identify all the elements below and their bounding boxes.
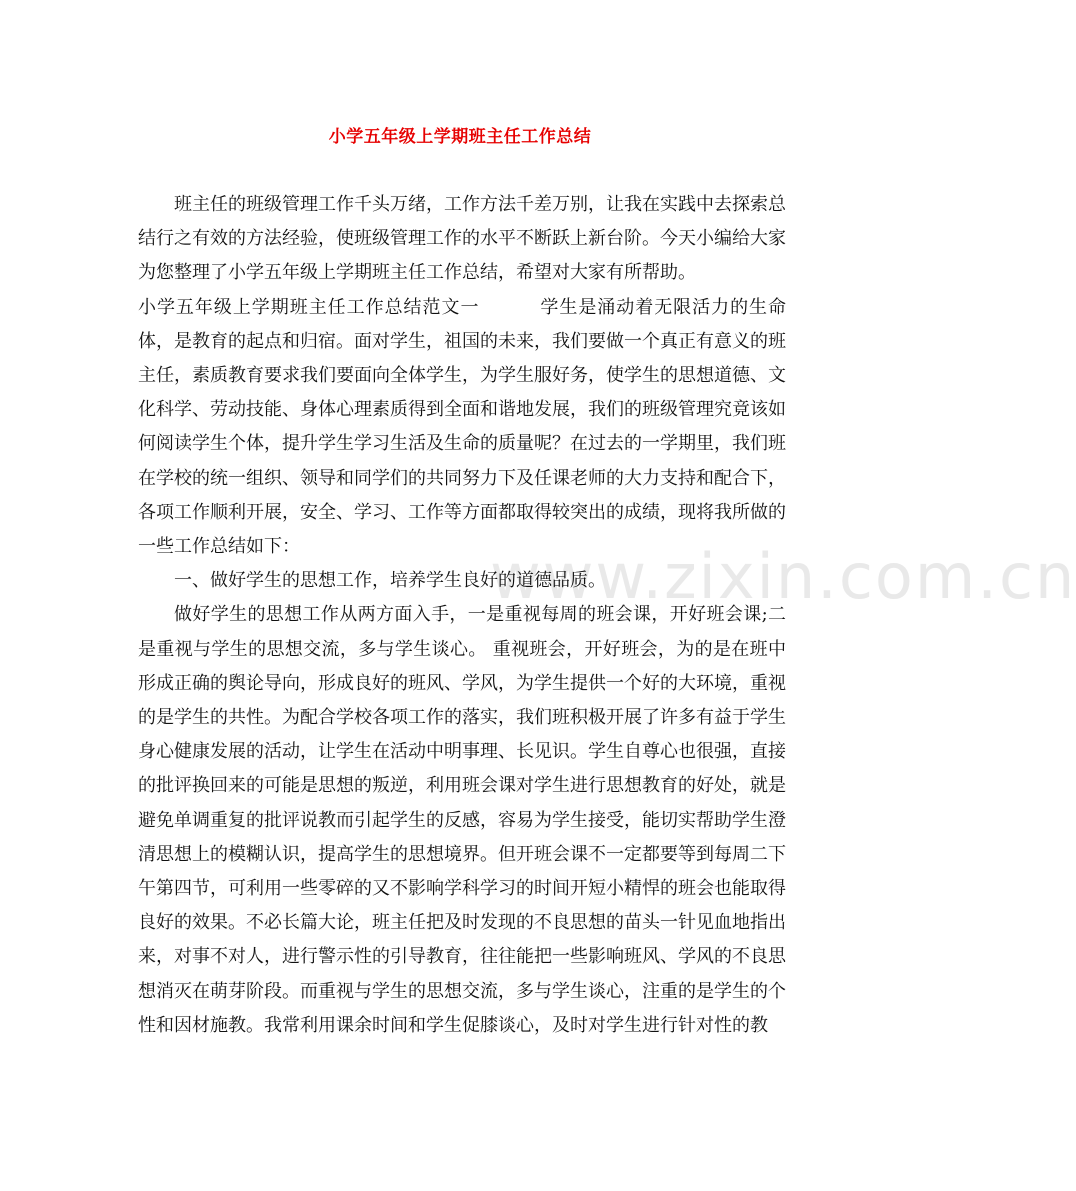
section-paragraph (138, 291, 786, 565)
paragraph-1: 做好学生的思想工作从两方面入手，一是重视每周的班会课，开好班会课;二是重视与学生的思想交流，多与学生谈心。 重视班会，开好班会，为的是在班中形成正确的舆论导向，形成良好的班风、学风，为学生提供一个好的大环境，重视的是学生的共性。为配合学校各项工作的落实，我们班积极开展了许多有益于学生身心健康发展的活动，让学生在活动中明事理、长见识。学生自尊心也很强，直接的批评换回来的可能是思想的叛逆，利用班会课对学生进行思想教育的好处，就是避免单调重复的批评说教而引起学生的反感，容易为学生接受，能切实帮助学生澄清思想上的模糊认识，提高学生的思想境界。但开班会课不一定都要等到每周二下午第四节，可利用一些零碎的又不影响学科学习的时间开短小精悍的班会也能取得良好的效果。不必长篇大论，班主任把及时发现的不良思想的苗头一针见血地指出来，对事不对人，进行警示性的引导教育，往往能把一些影响班风、学风的不良思想消灭在萌芽阶段。而重视与学生的思想交流，多与学生谈心，注重的是学生的个性和因材施教。我常利用课余时间和学生促膝谈心，及时对学生进行针对性的教 (138, 604, 786, 1036)
intro-paragraph: 班主任的班级管理工作千头万绪，工作方法千差万别，让我在实践中去探索总结行之有效的方法经验，使班级管理工作的水平不断跃上新台阶。今天小编给大家为您整理了小学五年级上学期班主任工作总结，希望对大家有所帮助。 (138, 194, 786, 284)
document-body (138, 188, 786, 1043)
document-title: 小学五年级上学期班主任工作总结 (328, 127, 592, 147)
section-text: 学生是涌动着无限活力的生命体，是教育的起点和归宿。面对学生，祖国的未来，我们要做一个真正有意义的班主任，素质教育要求我们要面向全体学生，为学生服好务，使学生的思想道德、文化科学、劳动技能、身体心理素质得到全面和谐地发展，我们的班级管理究竟该如何阅读学生个体，提升学生学习生活及生命的质量呢？在过去的一学期里，我们班在学校的统一组织、领导和同学们的共同努力下及任课老师的大力支持和配合下，各项工作顺利开展，安全、学习、工作等方面都取得较突出的成绩，现将我所做的一些工作总结如下： (138, 296, 787, 558)
watermark: www.zixin.com.cn (490, 540, 1076, 613)
heading-1: 一、做好学生的思想工作，培养学生良好的道德品质。 (174, 570, 606, 592)
section-label: 小学五年级上学期班主任工作总结范文一 (138, 296, 480, 318)
